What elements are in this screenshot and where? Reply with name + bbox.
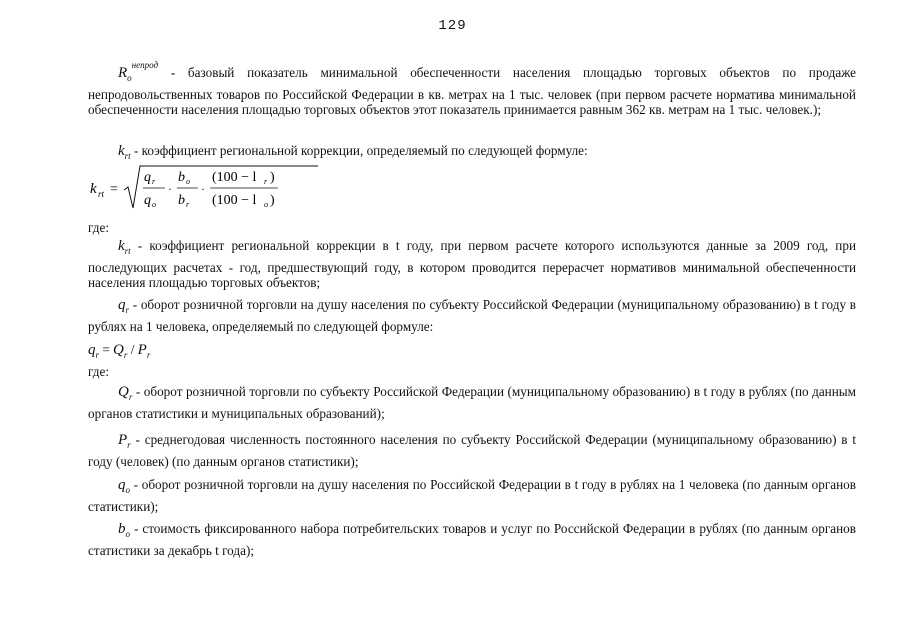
svg-text:o: o — [186, 177, 190, 186]
krt-formula — [88, 164, 318, 214]
svg-text:q: q — [144, 193, 151, 208]
svg-text:): ) — [270, 170, 275, 185]
svg-text:r: r — [152, 177, 156, 186]
svg-text:o: o — [264, 200, 268, 209]
qrt-formula: $q_r = Q_r / P_r$ — [88, 342, 151, 360]
svg-text:b: b — [178, 170, 185, 185]
bot-definition — [88, 521, 856, 558]
krt-text: - коэффициент региональной коррекции, определяемый по следующей формуле: — [133, 143, 588, 158]
krt-definition — [88, 143, 856, 165]
svg-text:·: · — [201, 182, 205, 196]
svg-text:(100 − l: (100 − l — [212, 170, 257, 185]
krt-year-definition — [88, 238, 856, 291]
qrt-definition — [88, 297, 856, 334]
svg-text:r: r — [186, 200, 190, 209]
Qrt-text: - оборот розничной торговли по субъекту Российской Федерации (муниципальному образованию) в t году в рублях (по данным органов статистики и муниципальных образований); — [88, 384, 856, 421]
krt-year-text: - коэффициент региональной коррекции в t году, при первом расчете которого используются данные за 2009 год, при последующих расчетах - год, предшествующий году, в котором проводится перерасчет нормативов минимальной обеспеченности населения площадью торговых объектов; — [88, 238, 856, 290]
svg-text:·: · — [168, 182, 172, 196]
r0-symbol: $R_o^{непрод}$ — [118, 60, 159, 83]
r0-text: - базовый показатель минимальной обеспеченности населения площадью торговых объектов по продаже непродовольственных товаров по Российской Федерации в кв. метрах на 1 тыс. человек (при первом расчете норматива минимальной обеспеченности населения площадью торговых объектов этот показатель принимается равным 362 кв. метрам на 1 тыс. человек.); — [88, 65, 856, 117]
where-label-1: где: — [88, 220, 109, 235]
krt-year-symbol: $k_{rt}$ — [118, 238, 131, 256]
svg-text:r: r — [264, 177, 268, 186]
Prt-symbol: $P_r$ — [118, 432, 131, 450]
krt-symbol: $k_{rt}$ — [118, 143, 131, 161]
qrt-text: - оборот розничной торговли на душу населения по субъекту Российской Федерации (муниципальному образованию) в t году в рублях на 1 человека, определяемый по следующей формуле: — [88, 297, 856, 334]
svg-text:(100 − l: (100 − l — [212, 193, 257, 208]
svg-text:b: b — [178, 193, 185, 208]
qot-definition — [88, 477, 856, 514]
bot-text: - стоимость фиксированного набора потребительских товаров и услуг по Российской Федерации в рублях (по данным органов статистики за декабрь t года); — [88, 521, 856, 558]
svg-text:=: = — [110, 182, 118, 197]
Prt-text: - среднегодовая численность постоянного населения по субъекту Российской Федерации (муниципальному образованию) в t году (человек) (по данным органов статистики); — [88, 432, 856, 469]
svg-text:q: q — [144, 170, 151, 185]
where-label-2: где: — [88, 364, 109, 379]
Prt-definition — [88, 432, 856, 469]
svg-text:rt: rt — [98, 189, 105, 199]
bot-symbol: $b_o$ — [118, 521, 130, 539]
svg-text:): ) — [270, 193, 275, 208]
qrt-symbol: $q_r$ — [118, 297, 130, 315]
svg-text:o: o — [152, 200, 156, 209]
formula-lhs: k — [90, 181, 97, 197]
r0-definition — [88, 58, 856, 118]
Qrt-definition — [88, 384, 856, 421]
qot-symbol: $q_o$ — [118, 477, 130, 495]
Qrt-symbol: $Q_r$ — [118, 384, 133, 402]
qot-text: - оборот розничной торговли на душу населения по Российской Федерации в t году в рублях на 1 человека (по данным органов статистики); — [88, 477, 856, 514]
page-number: 129 — [438, 18, 467, 34]
